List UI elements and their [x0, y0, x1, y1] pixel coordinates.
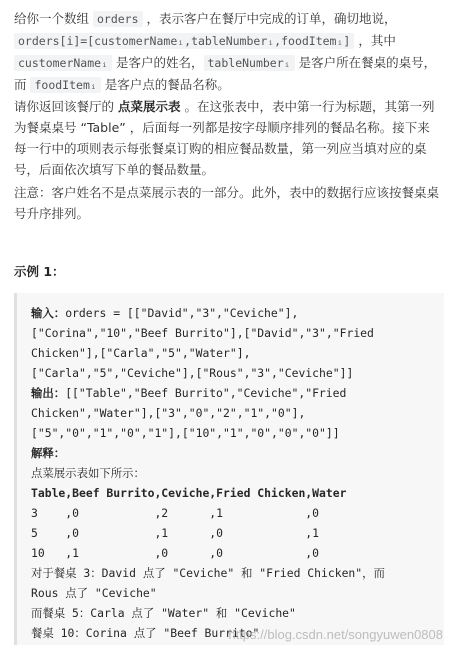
- intro-text: 是客户点的餐品名称。: [100, 77, 230, 92]
- example-block: [14, 293, 444, 645]
- task-text: 请你返回该餐厅的: [14, 99, 118, 114]
- input-label: 输入：: [31, 306, 66, 320]
- code-customer-name: customerNameᵢ: [14, 55, 112, 71]
- explanation-line: 餐桌 10：Corina 点了 "Beef Burrito": [31, 626, 260, 640]
- explanation-line: 而餐桌 5：Carla 点了 "Water" 和 "Ceviche": [31, 606, 296, 620]
- note-paragraph: 注意：客户姓名不是点菜展示表的一部分。此外，表中的数据行应该按餐桌桌号升序排列。: [14, 185, 440, 221]
- input-line: ["Carla","5","Ceviche"],["Rous","3","Ceviche"]]: [31, 366, 354, 380]
- explain-label: 解释：: [31, 446, 66, 460]
- code-table-number: tableNumberᵢ: [204, 55, 295, 71]
- watermark: https://blog.csdn.net/songyuwen0808: [228, 627, 443, 642]
- intro-text: ，表示客户在餐厅中完成的订单，确切地说，: [142, 11, 397, 26]
- explanation-line: 对于餐桌 3：David 点了 "Ceviche" 和 "Fried Chicken"，而: [31, 566, 385, 580]
- intro-text: ，其中: [354, 33, 396, 48]
- input-line: orders = [["David","3","Ceviche"],: [65, 306, 299, 320]
- input-line: ["Corina","10","Beef Burrito"],["David","3","Fried: [31, 326, 374, 340]
- output-line: [["Table","Beef Burrito","Ceviche","Fried: [65, 386, 347, 400]
- example-heading: 示例 1：: [14, 264, 65, 279]
- table-row: 10 ,1 ,0 ,0 ,0: [31, 546, 320, 560]
- task-description: [14, 96, 440, 180]
- output-label: 输出：: [31, 386, 66, 400]
- intro-text: 是客户所在餐桌的桌号，而: [14, 55, 437, 92]
- code-food-item: foodItemᵢ: [30, 77, 100, 93]
- task-bold-term: 点菜展示表: [117, 99, 181, 114]
- output-line: ["5","0","1","0","1"],["10","1","0","0","0"]]: [31, 426, 340, 440]
- table-row: 3 ,0 ,2 ,1 ,0: [31, 506, 320, 520]
- intro-text: 给你一个数组: [14, 11, 93, 26]
- input-line: Chicken"],["Carla","5","Water"],: [31, 346, 251, 360]
- explain-intro: 点菜展示表如下所示：: [31, 466, 145, 480]
- explanation-line: Rous 点了 "Ceviche": [31, 586, 157, 600]
- code-orders-def: orders[i]=[customerNameᵢ,tableNumberᵢ,foodItemᵢ]: [14, 33, 354, 49]
- example-content: [17, 293, 444, 643]
- problem-intro: [14, 8, 440, 96]
- table-header-row: Table,Beef Burrito,Ceviche,Fried Chicken,Water: [31, 486, 347, 500]
- output-line: Chicken","Water"],["3","0","2","1","0"],: [31, 406, 306, 420]
- code-orders: orders: [93, 11, 143, 27]
- table-row: 5 ,0 ,1 ,0 ,1: [31, 526, 320, 540]
- task-text: 。在这张表中，表中第一行为标题，其第一列为餐桌桌号 “Table” ，后面每一列都是按字母顺序排列的餐品名称。接下来每一行中的项则表示每张餐桌订购的相应餐品数量，第一列应当填对应的桌号，后面依次填写下单的餐品数量。: [14, 99, 435, 177]
- intro-text: 是客户的姓名，: [112, 55, 204, 70]
